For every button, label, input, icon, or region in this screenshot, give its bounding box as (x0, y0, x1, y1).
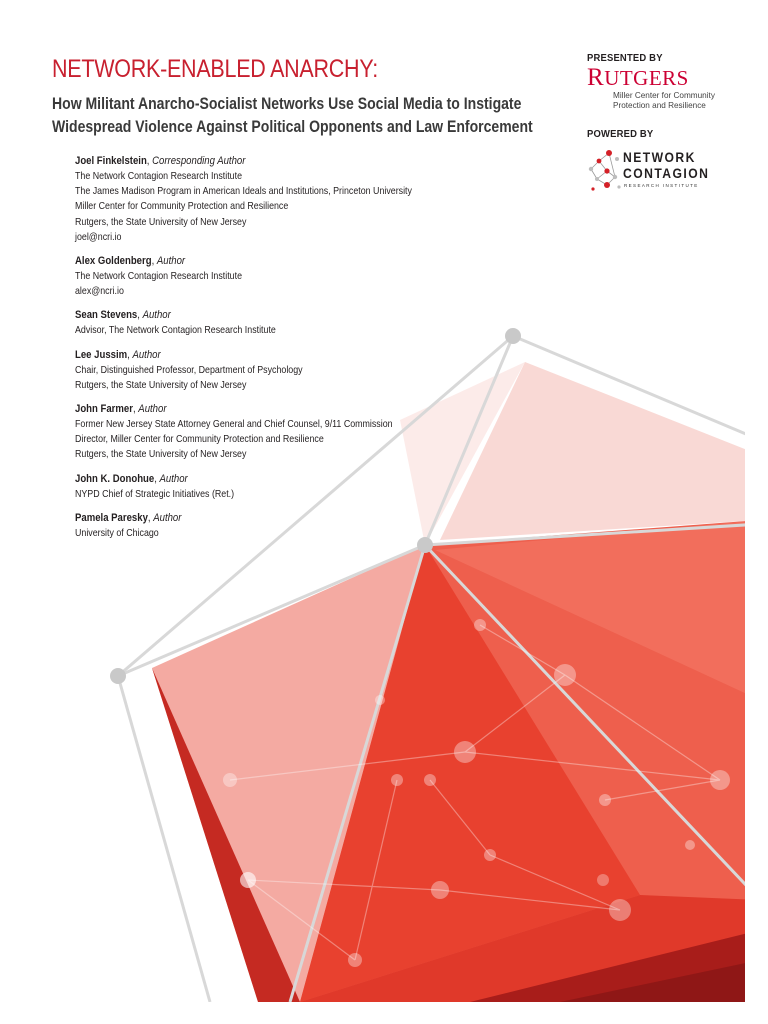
presented-by-label: PRESENTED BY (587, 52, 663, 64)
author-affiliation: The Network Contagion Research Institute (75, 171, 243, 182)
author-role: Author (159, 472, 188, 485)
miller-center-label (613, 91, 762, 110)
author-name: Sean Stevens (75, 309, 138, 322)
subtitle-line: Widespread Violence Against Political Opponents and Law Enforcement (52, 118, 533, 136)
author-role: Author (153, 511, 182, 524)
author-block (75, 308, 493, 338)
author-block (75, 472, 493, 502)
sponsor-logos (587, 52, 762, 197)
author-affiliation: Advisor, The Network Contagion Research Institute (75, 325, 276, 337)
author-affiliation: Chair, Distinguished Professor, Department of Psychology (75, 364, 303, 376)
rutgers-logo-initial: R (587, 64, 605, 91)
author-block (75, 254, 493, 299)
author-affiliation: Former New Jersey State Attorney General and Chief Counsel, 9/11 Commission (75, 419, 393, 431)
author-role: Author (156, 255, 186, 268)
author-affiliation: Rutgers, the State University of New Jersey (75, 449, 247, 461)
author-heading: John Farmer, Author (75, 403, 167, 416)
rutgers-logo (587, 64, 762, 91)
author-role: Corresponding Author (152, 155, 246, 167)
author-email[interactable]: joel@ncri.io (75, 231, 122, 243)
author-block (75, 154, 493, 245)
author-heading: Sean Stevens, Author (75, 309, 171, 322)
author-affiliation: NYPD Chief of Strategic Initiatives (Ret.) (75, 488, 235, 500)
author-heading: Pamela Paresky, Author (75, 511, 182, 524)
author-heading: Alex Goldenberg, Author (75, 255, 186, 268)
author-role: Author (142, 309, 171, 322)
author-name: John K. Donohue (75, 472, 155, 485)
author-affiliation: Rutgers, the State University of New Jersey (75, 379, 247, 391)
author-name: Joel Finkelstein (75, 155, 147, 167)
powered-by-label: POWERED BY (587, 128, 654, 140)
author-role: Author (132, 348, 161, 361)
author-affiliation: Miller Center for Community Protection and Resilience (75, 201, 289, 213)
ncri-logo (587, 147, 762, 197)
author-name: Alex Goldenberg (75, 255, 152, 268)
author-name: Pamela Paresky (75, 511, 148, 524)
rutgers-logo-text: UTGERS (604, 66, 689, 90)
author-affiliation: University of Chicago (75, 527, 159, 539)
miller-center-line: Protection and Resilience (613, 100, 706, 110)
author-affiliation: Rutgers, the State University of New Jersey (75, 216, 247, 228)
author-block (75, 402, 493, 463)
ncri-network-icon (587, 147, 623, 197)
ncri-wordmark (623, 150, 709, 181)
ncri-tagline: RESEARCH INSTITUTE (624, 183, 699, 188)
report-title: NETWORK-ENABLED ANARCHY: (52, 55, 378, 83)
author-list (75, 154, 493, 550)
author-heading: John K. Donohue, Author (75, 472, 188, 485)
subtitle-line: How Militant Anarcho-Socialist Networks Use Social Media to Instigate (52, 95, 522, 113)
author-affiliation: The Network Contagion Research Institute (75, 271, 243, 283)
author-heading: Lee Jussim, Author (75, 348, 161, 361)
author-name: Lee Jussim (75, 348, 128, 361)
ncri-line: CONTAGION (623, 165, 710, 181)
author-email[interactable]: alex@ncri.io (75, 286, 124, 298)
author-role: Author (138, 403, 167, 416)
author-block (75, 511, 493, 541)
author-name: John Farmer (75, 403, 133, 416)
author-affiliation: Director, Miller Center for Community Protection and Resilience (75, 434, 324, 446)
ncri-line: NETWORK (623, 150, 696, 165)
miller-center-line: Miller Center for Community (613, 91, 715, 100)
author-heading: Joel Finkelstein, Corresponding Author (75, 155, 246, 167)
author-affiliation: The James Madison Program in American Ideals and Institutions, Princeton University (75, 186, 412, 198)
author-block (75, 348, 493, 393)
report-subtitle (52, 93, 562, 139)
